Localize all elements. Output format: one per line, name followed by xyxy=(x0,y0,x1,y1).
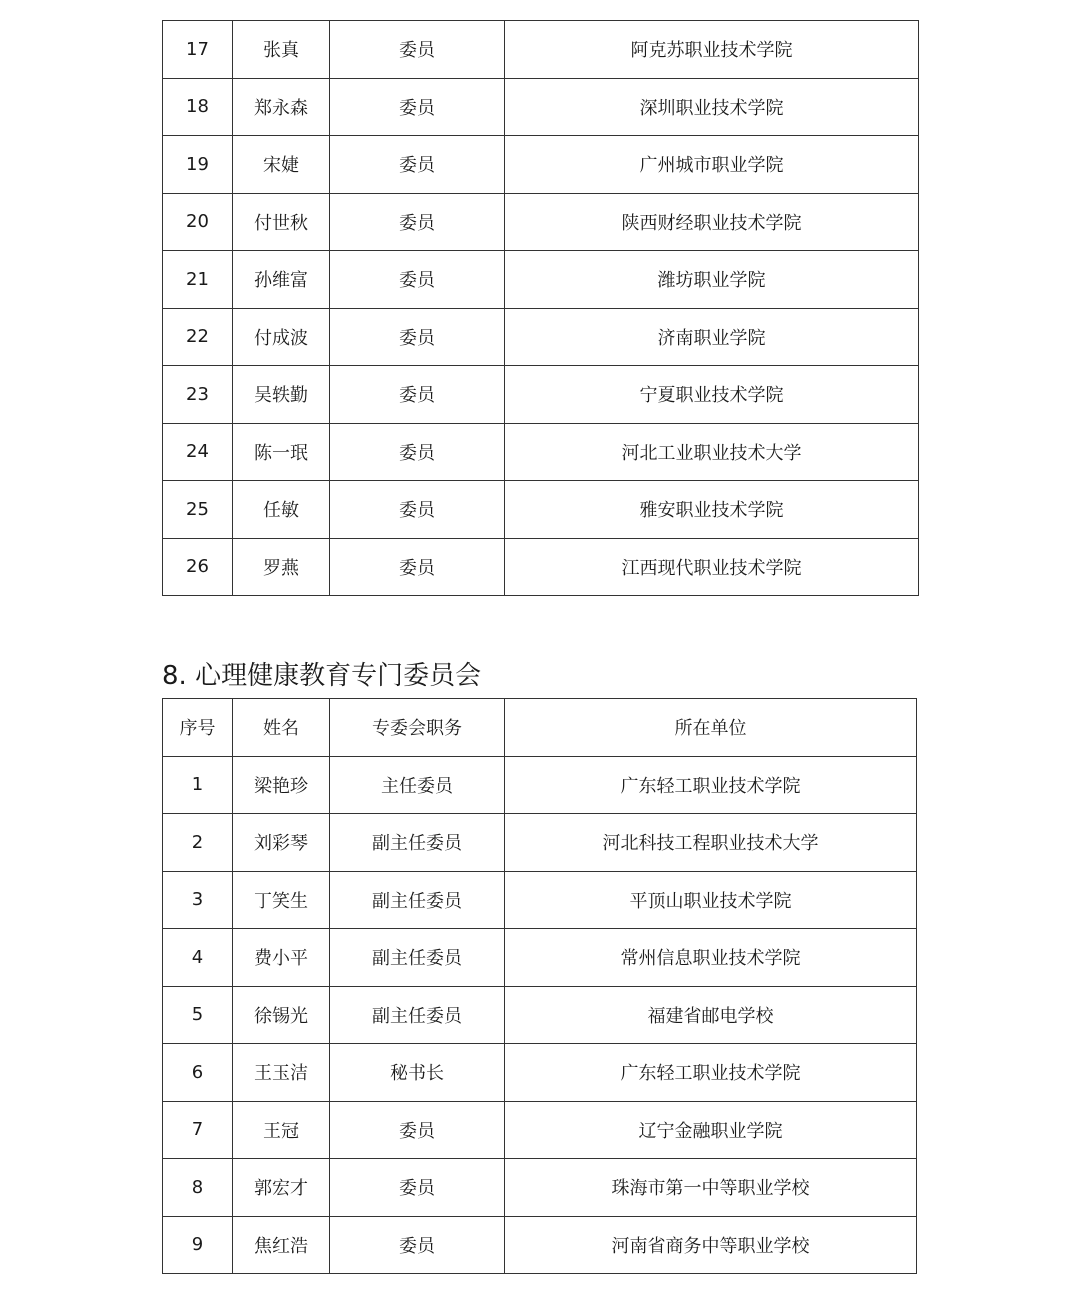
cell-name: 刘彩琴 xyxy=(233,814,330,872)
cell-no: 7 xyxy=(163,1101,233,1159)
cell-unit: 河北工业职业技术大学 xyxy=(505,423,919,481)
header-row xyxy=(163,699,917,757)
cell-role: 副主任委员 xyxy=(330,814,505,872)
table-row xyxy=(163,1159,917,1217)
committee-table-continued xyxy=(162,20,919,596)
cell-name: 王冠 xyxy=(233,1101,330,1159)
cell-no: 21 xyxy=(163,251,233,309)
cell-name: 宋婕 xyxy=(233,136,330,194)
cell-no: 25 xyxy=(163,481,233,539)
cell-unit: 宁夏职业技术学院 xyxy=(505,366,919,424)
cell-unit: 潍坊职业学院 xyxy=(505,251,919,309)
cell-name: 丁笑生 xyxy=(233,871,330,929)
cell-name: 孙维富 xyxy=(233,251,330,309)
cell-role: 委员 xyxy=(330,193,505,251)
cell-name: 付成波 xyxy=(233,308,330,366)
table-row xyxy=(163,538,919,596)
header-no: 序号 xyxy=(163,699,233,757)
cell-no: 5 xyxy=(163,986,233,1044)
table-row xyxy=(163,423,919,481)
cell-role: 委员 xyxy=(330,366,505,424)
header-name: 姓名 xyxy=(233,699,330,757)
table-row xyxy=(163,21,919,79)
cell-no: 6 xyxy=(163,1044,233,1102)
cell-role: 委员 xyxy=(330,423,505,481)
cell-unit: 广东轻工职业技术学院 xyxy=(505,1044,917,1102)
cell-name: 梁艳珍 xyxy=(233,756,330,814)
cell-role: 副主任委员 xyxy=(330,929,505,987)
cell-unit: 福建省邮电学校 xyxy=(505,986,917,1044)
cell-no: 20 xyxy=(163,193,233,251)
cell-no: 9 xyxy=(163,1216,233,1274)
cell-name: 王玉洁 xyxy=(233,1044,330,1102)
table-body xyxy=(163,756,917,1274)
cell-unit: 广东轻工职业技术学院 xyxy=(505,756,917,814)
cell-name: 费小平 xyxy=(233,929,330,987)
cell-role: 委员 xyxy=(330,136,505,194)
committee-table-section8 xyxy=(162,698,917,1274)
table-row xyxy=(163,251,919,309)
cell-unit: 河北科技工程职业技术大学 xyxy=(505,814,917,872)
table-header xyxy=(163,699,917,757)
cell-unit: 河南省商务中等职业学校 xyxy=(505,1216,917,1274)
table-row xyxy=(163,1216,917,1274)
cell-name: 焦红浩 xyxy=(233,1216,330,1274)
cell-no: 24 xyxy=(163,423,233,481)
header-role: 专委会职务 xyxy=(330,699,505,757)
cell-unit: 陕西财经职业技术学院 xyxy=(505,193,919,251)
cell-no: 1 xyxy=(163,756,233,814)
cell-unit: 阿克苏职业技术学院 xyxy=(505,21,919,79)
cell-no: 17 xyxy=(163,21,233,79)
cell-unit: 江西现代职业技术学院 xyxy=(505,538,919,596)
cell-no: 2 xyxy=(163,814,233,872)
cell-unit: 辽宁金融职业学院 xyxy=(505,1101,917,1159)
cell-name: 罗燕 xyxy=(233,538,330,596)
table-row xyxy=(163,193,919,251)
cell-role: 委员 xyxy=(330,21,505,79)
cell-no: 3 xyxy=(163,871,233,929)
cell-no: 8 xyxy=(163,1159,233,1217)
cell-name: 任敏 xyxy=(233,481,330,539)
cell-role: 委员 xyxy=(330,251,505,309)
cell-role: 委员 xyxy=(330,78,505,136)
table-row xyxy=(163,1101,917,1159)
cell-unit: 平顶山职业技术学院 xyxy=(505,871,917,929)
cell-name: 付世秋 xyxy=(233,193,330,251)
cell-role: 副主任委员 xyxy=(330,986,505,1044)
cell-no: 22 xyxy=(163,308,233,366)
table-row xyxy=(163,986,917,1044)
cell-role: 副主任委员 xyxy=(330,871,505,929)
cell-unit: 济南职业学院 xyxy=(505,308,919,366)
table-row xyxy=(163,136,919,194)
table-row xyxy=(163,756,917,814)
table-body xyxy=(163,21,919,596)
table-row xyxy=(163,1044,917,1102)
table-row xyxy=(163,871,917,929)
cell-unit: 广州城市职业学院 xyxy=(505,136,919,194)
cell-name: 张真 xyxy=(233,21,330,79)
cell-no: 23 xyxy=(163,366,233,424)
cell-role: 主任委员 xyxy=(330,756,505,814)
cell-name: 陈一珉 xyxy=(233,423,330,481)
cell-name: 郭宏才 xyxy=(233,1159,330,1217)
cell-role: 委员 xyxy=(330,481,505,539)
cell-no: 19 xyxy=(163,136,233,194)
cell-role: 委员 xyxy=(330,1159,505,1217)
table-row xyxy=(163,481,919,539)
table-row xyxy=(163,814,917,872)
section-title: 8. 心理健康教育专门委员会 xyxy=(162,661,482,691)
cell-no: 26 xyxy=(163,538,233,596)
cell-name: 吴轶勤 xyxy=(233,366,330,424)
cell-unit: 深圳职业技术学院 xyxy=(505,78,919,136)
table-row xyxy=(163,308,919,366)
cell-unit: 雅安职业技术学院 xyxy=(505,481,919,539)
cell-no: 4 xyxy=(163,929,233,987)
cell-unit: 珠海市第一中等职业学校 xyxy=(505,1159,917,1217)
table-row xyxy=(163,366,919,424)
header-unit: 所在单位 xyxy=(505,699,917,757)
cell-role: 委员 xyxy=(330,1101,505,1159)
cell-role: 委员 xyxy=(330,538,505,596)
cell-no: 18 xyxy=(163,78,233,136)
table-row xyxy=(163,929,917,987)
cell-role: 委员 xyxy=(330,308,505,366)
cell-role: 秘书长 xyxy=(330,1044,505,1102)
cell-role: 委员 xyxy=(330,1216,505,1274)
cell-name: 郑永森 xyxy=(233,78,330,136)
table-row xyxy=(163,78,919,136)
cell-unit: 常州信息职业技术学院 xyxy=(505,929,917,987)
cell-name: 徐锡光 xyxy=(233,986,330,1044)
